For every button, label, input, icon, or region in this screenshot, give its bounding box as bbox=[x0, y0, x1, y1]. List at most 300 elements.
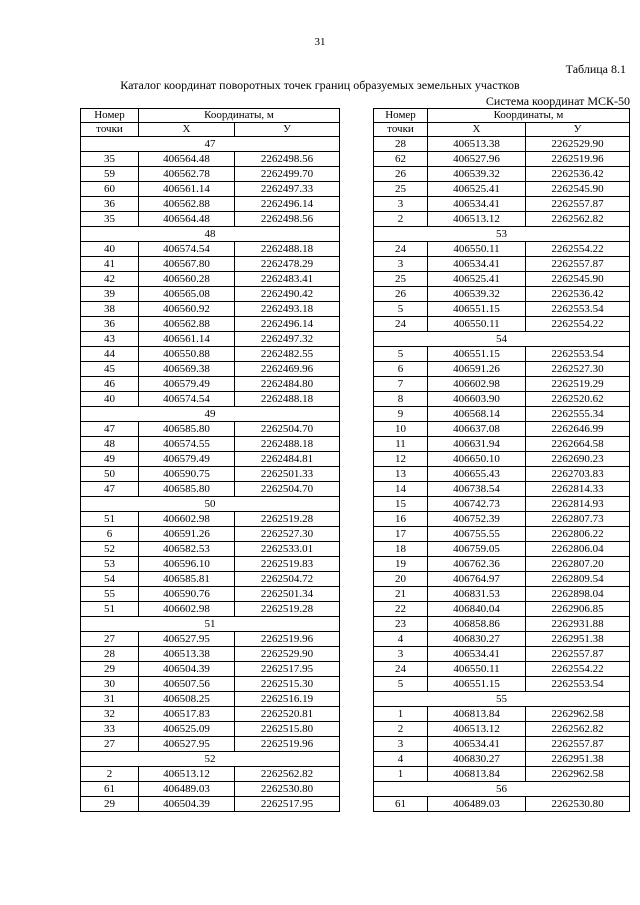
y-coordinate-cell: 2262562.82 bbox=[235, 767, 340, 782]
parcel-group-header bbox=[81, 752, 340, 767]
table-row bbox=[81, 572, 340, 587]
x-coordinate-cell: 406539.32 bbox=[428, 167, 526, 182]
point-number-cell: 4 bbox=[374, 752, 428, 767]
page-number: 31 bbox=[314, 36, 326, 48]
table-row bbox=[374, 347, 630, 362]
x-coordinate-cell: 406489.03 bbox=[139, 782, 235, 797]
point-number-cell: 16 bbox=[374, 512, 428, 527]
point-number-cell: 1 bbox=[374, 767, 428, 782]
point-number-cell: 51 bbox=[81, 602, 139, 617]
table-row bbox=[374, 377, 630, 392]
table-row bbox=[374, 677, 630, 692]
table-row bbox=[81, 542, 340, 557]
table-row bbox=[374, 182, 630, 197]
point-number-cell: 18 bbox=[374, 542, 428, 557]
table-row bbox=[81, 452, 340, 467]
y-coordinate-cell: 2262484.80 bbox=[235, 377, 340, 392]
parcel-number: 56 bbox=[374, 782, 630, 797]
x-coordinate-cell: 406513.38 bbox=[428, 137, 526, 152]
point-number-header-line2: точки bbox=[81, 123, 139, 137]
table-row bbox=[81, 347, 340, 362]
y-coordinate-cell: 2262557.87 bbox=[526, 257, 630, 272]
y-coordinate-cell: 2262499.70 bbox=[235, 167, 340, 182]
point-number-cell: 26 bbox=[374, 167, 428, 182]
x-coordinate-cell: 406650.10 bbox=[428, 452, 526, 467]
point-number-cell: 2 bbox=[374, 212, 428, 227]
x-coordinate-cell: 406591.26 bbox=[428, 362, 526, 377]
x-coordinate-cell: 406830.27 bbox=[428, 632, 526, 647]
y-coordinate-cell: 2262504.70 bbox=[235, 422, 340, 437]
x-coordinate-cell: 406507.56 bbox=[139, 677, 235, 692]
y-coordinate-cell: 2262497.33 bbox=[235, 182, 340, 197]
x-coordinate-cell: 406513.38 bbox=[139, 647, 235, 662]
point-number-cell: 53 bbox=[81, 557, 139, 572]
point-number-cell: 29 bbox=[81, 662, 139, 677]
y-coordinate-cell: 2262562.82 bbox=[526, 722, 630, 737]
point-number-cell: 2 bbox=[81, 767, 139, 782]
y-coordinate-cell: 2262554.22 bbox=[526, 242, 630, 257]
point-number-cell: 38 bbox=[81, 302, 139, 317]
x-coordinate-cell: 406742.73 bbox=[428, 497, 526, 512]
y-coordinate-cell: 2262519.96 bbox=[235, 632, 340, 647]
y-coordinate-cell: 2262478.29 bbox=[235, 257, 340, 272]
x-coordinate-cell: 406602.98 bbox=[139, 602, 235, 617]
point-number-cell: 5 bbox=[374, 302, 428, 317]
y-coordinate-cell: 2262931.88 bbox=[526, 617, 630, 632]
x-coordinate-cell: 406513.12 bbox=[139, 767, 235, 782]
y-coordinate-cell: 2262529.90 bbox=[526, 137, 630, 152]
y-coordinate-cell: 2262484.81 bbox=[235, 452, 340, 467]
x-coordinate-cell: 406574.55 bbox=[139, 437, 235, 452]
x-coordinate-cell: 406508.25 bbox=[139, 692, 235, 707]
point-number-cell: 40 bbox=[81, 242, 139, 257]
table-row bbox=[81, 272, 340, 287]
y-coordinate-cell: 2262545.90 bbox=[526, 182, 630, 197]
y-coordinate-cell: 2262557.87 bbox=[526, 737, 630, 752]
y-column-header: У bbox=[235, 123, 340, 137]
point-number-cell: 17 bbox=[374, 527, 428, 542]
table-row bbox=[374, 542, 630, 557]
table-row bbox=[374, 602, 630, 617]
table-row bbox=[374, 137, 630, 152]
y-coordinate-cell: 2262519.29 bbox=[526, 377, 630, 392]
table-row bbox=[374, 722, 630, 737]
x-coordinate-cell: 406562.78 bbox=[139, 167, 235, 182]
table-label: Таблица 8.1 bbox=[565, 62, 626, 76]
table-row bbox=[81, 662, 340, 677]
table-row bbox=[81, 692, 340, 707]
y-coordinate-cell: 2262527.30 bbox=[235, 527, 340, 542]
table-row bbox=[374, 512, 630, 527]
x-coordinate-cell: 406534.41 bbox=[428, 647, 526, 662]
point-number-cell: 6 bbox=[374, 362, 428, 377]
x-coordinate-cell: 406569.38 bbox=[139, 362, 235, 377]
point-number-cell: 48 bbox=[81, 437, 139, 452]
table-row bbox=[374, 737, 630, 752]
x-coordinate-cell: 406565.08 bbox=[139, 287, 235, 302]
y-coordinate-cell: 2262557.87 bbox=[526, 647, 630, 662]
table-row bbox=[374, 257, 630, 272]
point-number-cell: 28 bbox=[374, 137, 428, 152]
y-coordinate-cell: 2262807.20 bbox=[526, 557, 630, 572]
x-coordinate-cell: 406574.54 bbox=[139, 392, 235, 407]
x-coordinate-cell: 406637.08 bbox=[428, 422, 526, 437]
y-coordinate-cell: 2262553.54 bbox=[526, 302, 630, 317]
x-coordinate-cell: 406602.98 bbox=[139, 512, 235, 527]
table-row bbox=[374, 797, 630, 812]
table-row bbox=[374, 167, 630, 182]
x-coordinate-cell: 406579.49 bbox=[139, 452, 235, 467]
x-coordinate-cell: 406762.36 bbox=[428, 557, 526, 572]
table-row bbox=[81, 557, 340, 572]
x-coordinate-cell: 406596.10 bbox=[139, 557, 235, 572]
y-coordinate-cell: 2262529.90 bbox=[235, 647, 340, 662]
parcel-number: 47 bbox=[81, 137, 340, 152]
x-coordinate-cell: 406550.11 bbox=[428, 662, 526, 677]
table-row bbox=[81, 482, 340, 497]
table-row bbox=[374, 482, 630, 497]
point-number-cell: 3 bbox=[374, 647, 428, 662]
table-row bbox=[374, 302, 630, 317]
point-number-cell: 3 bbox=[374, 257, 428, 272]
x-coordinate-cell: 406655.43 bbox=[428, 467, 526, 482]
x-coordinate-cell: 406831.53 bbox=[428, 587, 526, 602]
parcel-group-header bbox=[81, 497, 340, 512]
point-number-cell: 22 bbox=[374, 602, 428, 617]
table-row bbox=[81, 242, 340, 257]
point-number-cell: 6 bbox=[81, 527, 139, 542]
point-number-cell: 2 bbox=[374, 722, 428, 737]
table-row bbox=[374, 497, 630, 512]
x-coordinate-cell: 406562.88 bbox=[139, 197, 235, 212]
table-row bbox=[374, 632, 630, 647]
y-coordinate-cell: 2262498.56 bbox=[235, 152, 340, 167]
point-number-cell: 55 bbox=[81, 587, 139, 602]
point-number-cell: 59 bbox=[81, 167, 139, 182]
y-coordinate-cell: 2262562.82 bbox=[526, 212, 630, 227]
x-coordinate-cell: 406579.49 bbox=[139, 377, 235, 392]
table-row bbox=[374, 392, 630, 407]
parcel-number: 55 bbox=[374, 692, 630, 707]
point-number-cell: 9 bbox=[374, 407, 428, 422]
x-coordinate-cell: 406534.41 bbox=[428, 257, 526, 272]
x-coordinate-cell: 406527.95 bbox=[139, 632, 235, 647]
table-caption: Каталог координат поворотных точек границ образуемых земельных участков bbox=[120, 78, 520, 92]
y-coordinate-cell: 2262557.87 bbox=[526, 197, 630, 212]
y-coordinate-cell: 2262517.95 bbox=[235, 662, 340, 677]
table-row bbox=[81, 632, 340, 647]
y-coordinate-cell: 2262519.96 bbox=[526, 152, 630, 167]
table-row bbox=[81, 152, 340, 167]
point-number-cell: 41 bbox=[81, 257, 139, 272]
x-coordinate-cell: 406517.83 bbox=[139, 707, 235, 722]
point-number-cell: 13 bbox=[374, 467, 428, 482]
left-table-body bbox=[81, 137, 340, 812]
y-coordinate-cell: 2262488.18 bbox=[235, 392, 340, 407]
table-row bbox=[374, 407, 630, 422]
x-coordinate-cell: 406564.48 bbox=[139, 152, 235, 167]
point-number-cell: 8 bbox=[374, 392, 428, 407]
point-number-cell: 42 bbox=[81, 272, 139, 287]
point-number-cell: 50 bbox=[81, 467, 139, 482]
y-column-header: У bbox=[526, 123, 630, 137]
table-row bbox=[81, 332, 340, 347]
table-row bbox=[374, 587, 630, 602]
parcel-group-header bbox=[374, 692, 630, 707]
parcel-group-header bbox=[374, 332, 630, 347]
y-coordinate-cell: 2262493.18 bbox=[235, 302, 340, 317]
point-number-cell: 62 bbox=[374, 152, 428, 167]
x-coordinate-cell: 406582.53 bbox=[139, 542, 235, 557]
x-column-header: X bbox=[139, 123, 235, 137]
y-coordinate-cell: 2262497.32 bbox=[235, 332, 340, 347]
point-number-cell: 29 bbox=[81, 797, 139, 812]
x-coordinate-cell: 406602.98 bbox=[428, 377, 526, 392]
point-number-cell: 25 bbox=[374, 272, 428, 287]
point-number-cell: 15 bbox=[374, 497, 428, 512]
point-number-cell: 7 bbox=[374, 377, 428, 392]
y-coordinate-cell: 2262554.22 bbox=[526, 317, 630, 332]
table-row bbox=[374, 437, 630, 452]
y-coordinate-cell: 2262519.96 bbox=[235, 737, 340, 752]
coordinate-system-label: Система координат МСК-50 bbox=[485, 94, 630, 108]
parcel-number: 54 bbox=[374, 332, 630, 347]
table-row bbox=[81, 377, 340, 392]
x-coordinate-cell: 406560.92 bbox=[139, 302, 235, 317]
table-row bbox=[81, 302, 340, 317]
y-coordinate-cell: 2262488.18 bbox=[235, 437, 340, 452]
y-coordinate-cell: 2262520.62 bbox=[526, 392, 630, 407]
coordinates-table-left bbox=[80, 108, 340, 812]
table-row bbox=[81, 287, 340, 302]
table-row bbox=[374, 527, 630, 542]
parcel-group-header bbox=[81, 227, 340, 242]
parcel-group-header bbox=[81, 617, 340, 632]
x-coordinate-cell: 406813.84 bbox=[428, 767, 526, 782]
y-coordinate-cell: 2262814.33 bbox=[526, 482, 630, 497]
table-row bbox=[374, 272, 630, 287]
table-row bbox=[374, 767, 630, 782]
x-coordinate-cell: 406551.15 bbox=[428, 677, 526, 692]
y-coordinate-cell: 2262533.01 bbox=[235, 542, 340, 557]
y-coordinate-cell: 2262807.73 bbox=[526, 512, 630, 527]
table-row bbox=[374, 287, 630, 302]
table-row bbox=[374, 422, 630, 437]
point-number-cell: 45 bbox=[81, 362, 139, 377]
point-number-cell: 12 bbox=[374, 452, 428, 467]
parcel-group-header bbox=[81, 407, 340, 422]
y-coordinate-cell: 2262483.41 bbox=[235, 272, 340, 287]
x-coordinate-cell: 406561.14 bbox=[139, 182, 235, 197]
parcel-number: 50 bbox=[81, 497, 340, 512]
x-coordinate-cell: 406603.90 bbox=[428, 392, 526, 407]
table-row bbox=[81, 212, 340, 227]
x-coordinate-cell: 406631.94 bbox=[428, 437, 526, 452]
table-row bbox=[81, 257, 340, 272]
x-coordinate-cell: 406560.28 bbox=[139, 272, 235, 287]
point-number-cell: 61 bbox=[374, 797, 428, 812]
y-coordinate-cell: 2262516.19 bbox=[235, 692, 340, 707]
table-row bbox=[81, 362, 340, 377]
y-coordinate-cell: 2262519.28 bbox=[235, 602, 340, 617]
y-coordinate-cell: 2262501.33 bbox=[235, 467, 340, 482]
table-row bbox=[374, 572, 630, 587]
table-row bbox=[81, 422, 340, 437]
x-coordinate-cell: 406534.41 bbox=[428, 737, 526, 752]
table-row bbox=[374, 647, 630, 662]
point-number-cell: 61 bbox=[81, 782, 139, 797]
y-coordinate-cell: 2262690.23 bbox=[526, 452, 630, 467]
table-row bbox=[374, 617, 630, 632]
parcel-group-header bbox=[374, 227, 630, 242]
point-number-cell: 44 bbox=[81, 347, 139, 362]
point-number-cell: 20 bbox=[374, 572, 428, 587]
point-number-cell: 43 bbox=[81, 332, 139, 347]
y-coordinate-cell: 2262496.14 bbox=[235, 317, 340, 332]
y-coordinate-cell: 2262962.58 bbox=[526, 707, 630, 722]
point-number-cell: 5 bbox=[374, 347, 428, 362]
table-row bbox=[81, 512, 340, 527]
point-number-cell: 19 bbox=[374, 557, 428, 572]
table-row bbox=[81, 722, 340, 737]
y-coordinate-cell: 2262515.80 bbox=[235, 722, 340, 737]
x-coordinate-cell: 406858.86 bbox=[428, 617, 526, 632]
point-number-cell: 3 bbox=[374, 197, 428, 212]
table-row bbox=[374, 662, 630, 677]
table-row bbox=[374, 467, 630, 482]
y-coordinate-cell: 2262482.55 bbox=[235, 347, 340, 362]
table-row bbox=[374, 707, 630, 722]
point-number-cell: 21 bbox=[374, 587, 428, 602]
y-coordinate-cell: 2262951.38 bbox=[526, 752, 630, 767]
x-coordinate-cell: 406513.12 bbox=[428, 722, 526, 737]
point-number-cell: 3 bbox=[374, 737, 428, 752]
y-coordinate-cell: 2262898.04 bbox=[526, 587, 630, 602]
x-coordinate-cell: 406551.15 bbox=[428, 347, 526, 362]
table-row bbox=[374, 152, 630, 167]
x-coordinate-cell: 406550.11 bbox=[428, 242, 526, 257]
point-number-cell: 52 bbox=[81, 542, 139, 557]
y-coordinate-cell: 2262536.42 bbox=[526, 287, 630, 302]
x-coordinate-cell: 406752.39 bbox=[428, 512, 526, 527]
y-coordinate-cell: 2262554.22 bbox=[526, 662, 630, 677]
point-number-header: Номер bbox=[81, 109, 139, 123]
y-coordinate-cell: 2262962.58 bbox=[526, 767, 630, 782]
y-coordinate-cell: 2262530.80 bbox=[526, 797, 630, 812]
y-coordinate-cell: 2262527.30 bbox=[526, 362, 630, 377]
table-row bbox=[374, 317, 630, 332]
y-coordinate-cell: 2262519.28 bbox=[235, 512, 340, 527]
point-number-cell: 27 bbox=[81, 632, 139, 647]
coordinates-header: Координаты, м bbox=[139, 109, 340, 123]
coordinates-header: Координаты, м bbox=[428, 109, 630, 123]
point-number-cell: 33 bbox=[81, 722, 139, 737]
table-row bbox=[81, 317, 340, 332]
x-coordinate-cell: 406759.05 bbox=[428, 542, 526, 557]
point-number-cell: 36 bbox=[81, 197, 139, 212]
y-coordinate-cell: 2262545.90 bbox=[526, 272, 630, 287]
x-coordinate-cell: 406590.76 bbox=[139, 587, 235, 602]
table-row bbox=[374, 197, 630, 212]
y-coordinate-cell: 2262806.22 bbox=[526, 527, 630, 542]
point-number-cell: 14 bbox=[374, 482, 428, 497]
point-number-cell: 24 bbox=[374, 317, 428, 332]
y-coordinate-cell: 2262553.54 bbox=[526, 677, 630, 692]
table-row bbox=[81, 767, 340, 782]
x-coordinate-cell: 406527.96 bbox=[428, 152, 526, 167]
y-coordinate-cell: 2262504.72 bbox=[235, 572, 340, 587]
x-coordinate-cell: 406525.41 bbox=[428, 182, 526, 197]
point-number-cell: 28 bbox=[81, 647, 139, 662]
table-row bbox=[81, 167, 340, 182]
point-number-cell: 27 bbox=[81, 737, 139, 752]
x-column-header: X bbox=[428, 123, 526, 137]
parcel-number: 53 bbox=[374, 227, 630, 242]
parcel-number: 51 bbox=[81, 617, 340, 632]
y-coordinate-cell: 2262520.81 bbox=[235, 707, 340, 722]
table-row bbox=[81, 737, 340, 752]
point-number-cell: 40 bbox=[81, 392, 139, 407]
y-coordinate-cell: 2262951.38 bbox=[526, 632, 630, 647]
table-row bbox=[374, 362, 630, 377]
point-number-cell: 10 bbox=[374, 422, 428, 437]
y-coordinate-cell: 2262814.93 bbox=[526, 497, 630, 512]
x-coordinate-cell: 406539.32 bbox=[428, 287, 526, 302]
table-row bbox=[374, 452, 630, 467]
x-coordinate-cell: 406527.95 bbox=[139, 737, 235, 752]
table-row bbox=[81, 467, 340, 482]
parcel-group-header bbox=[81, 137, 340, 152]
x-coordinate-cell: 406738.54 bbox=[428, 482, 526, 497]
point-number-cell: 30 bbox=[81, 677, 139, 692]
table-row bbox=[81, 707, 340, 722]
x-coordinate-cell: 406550.88 bbox=[139, 347, 235, 362]
point-number-cell: 1 bbox=[374, 707, 428, 722]
point-number-cell: 4 bbox=[374, 632, 428, 647]
y-coordinate-cell: 2262515.30 bbox=[235, 677, 340, 692]
point-number-cell: 35 bbox=[81, 212, 139, 227]
table-row bbox=[81, 677, 340, 692]
point-number-cell: 23 bbox=[374, 617, 428, 632]
y-coordinate-cell: 2262504.70 bbox=[235, 482, 340, 497]
table-row bbox=[81, 527, 340, 542]
table-row bbox=[81, 602, 340, 617]
x-coordinate-cell: 406840.04 bbox=[428, 602, 526, 617]
point-number-cell: 47 bbox=[81, 422, 139, 437]
table-row bbox=[374, 242, 630, 257]
x-coordinate-cell: 406590.75 bbox=[139, 467, 235, 482]
x-coordinate-cell: 406534.41 bbox=[428, 197, 526, 212]
point-number-cell: 25 bbox=[374, 182, 428, 197]
x-coordinate-cell: 406504.39 bbox=[139, 662, 235, 677]
x-coordinate-cell: 406525.09 bbox=[139, 722, 235, 737]
point-number-cell: 31 bbox=[81, 692, 139, 707]
x-coordinate-cell: 406585.80 bbox=[139, 482, 235, 497]
y-coordinate-cell: 2262498.56 bbox=[235, 212, 340, 227]
y-coordinate-cell: 2262530.80 bbox=[235, 782, 340, 797]
x-coordinate-cell: 406564.48 bbox=[139, 212, 235, 227]
table-row bbox=[374, 752, 630, 767]
x-coordinate-cell: 406813.84 bbox=[428, 707, 526, 722]
x-coordinate-cell: 406764.97 bbox=[428, 572, 526, 587]
point-number-cell: 11 bbox=[374, 437, 428, 452]
parcel-number: 49 bbox=[81, 407, 340, 422]
point-number-cell: 51 bbox=[81, 512, 139, 527]
point-number-cell: 49 bbox=[81, 452, 139, 467]
y-coordinate-cell: 2262496.14 bbox=[235, 197, 340, 212]
parcel-number: 48 bbox=[81, 227, 340, 242]
x-coordinate-cell: 406830.27 bbox=[428, 752, 526, 767]
